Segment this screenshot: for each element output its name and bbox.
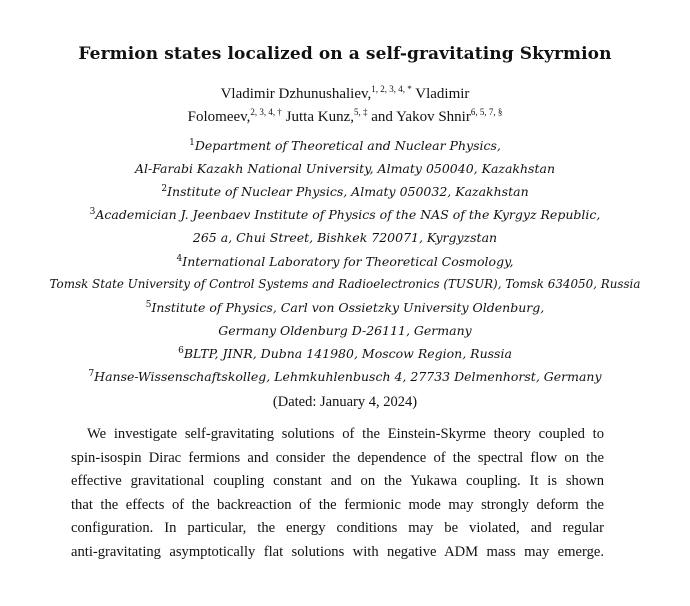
paper-title: Fermion states localized on a self-gravitating Skyrmion: [78, 44, 612, 64]
affiliation-text: Tomsk State University of Control Systems and Radioelectronics (TUSUR), Tomsk 634050, Russia: [49, 277, 641, 291]
abstract: [71, 423, 604, 565]
affiliation-text: Al-Farabi Kazakh National University, Almaty 050040, Kazakhstan: [134, 161, 555, 176]
affiliation-text: Germany Oldenburg D-26111, Germany: [218, 323, 472, 338]
affiliation-line: [0, 161, 690, 176]
affiliation-text: Academician J. Jeenbaev Institute of Physics of the NAS of the Kyrgyz Republic,: [95, 207, 601, 222]
affiliation-line: [0, 184, 690, 199]
affiliation-line: [0, 207, 690, 222]
author-name: and Yakov Shnir: [371, 109, 471, 125]
affiliation-line: [0, 277, 690, 291]
author-affiliation-marks: 6, 5, 7, §: [470, 107, 503, 117]
author-name: Folomeev,: [187, 109, 251, 125]
affiliation-number: 3: [89, 207, 96, 217]
affiliation-text: Department of Theoretical and Nuclear Physics,: [194, 138, 501, 153]
affiliation-text: 265 a, Chui Street, Bishkek 720071, Kyrgyzstan: [192, 230, 498, 245]
affiliation-line: [0, 138, 690, 153]
affiliation-line: [0, 369, 690, 384]
author-line-1: [0, 86, 690, 103]
affiliation-line: [0, 323, 690, 338]
affiliation-text: International Laboratory for Theoretical Cosmology,: [182, 254, 514, 269]
affiliation-number: 1: [189, 138, 195, 148]
affiliation-number: 6: [178, 346, 184, 356]
abstract-line: spin-isospin Dirac fermions and consider the dependence of the spectral flow on the: [71, 449, 604, 466]
abstract-line: effective gravitational coupling constant and on the Yukawa coupling. It is shown: [71, 473, 604, 490]
author-affiliation-marks: 5, ‡: [354, 107, 368, 117]
author-line-2: [0, 109, 690, 126]
affiliation-line: [0, 230, 690, 245]
affiliation-text: Hanse-Wissenschaftskolleg, Lehmkuhlenbusch 4, 27733 Delmenhorst, Germany: [94, 369, 602, 384]
author-name: Vladimir: [415, 86, 470, 102]
abstract-line: anti-gravitating asymptotically flat solutions with negative ADM mass may emerge.: [71, 543, 604, 560]
author-name: Jutta Kunz,: [285, 109, 354, 125]
affiliation-line: [0, 300, 690, 315]
affiliation-number: 5: [145, 300, 152, 310]
abstract-line: configuration. In particular, the energy conditions may be violated, and regular: [71, 520, 604, 537]
author-affiliation-marks: 1, 2, 3, 4, *: [371, 84, 412, 94]
affiliation-text: BLTP, JINR, Dubna 141980, Moscow Region, Russia: [183, 346, 512, 361]
affiliation-number: 2: [161, 184, 168, 194]
affiliation-text: Institute of Nuclear Physics, Almaty 050032, Kazakhstan: [167, 184, 529, 199]
dated-line: (Dated: January 4, 2024): [272, 394, 418, 410]
affiliation-number: 7: [88, 369, 95, 379]
affiliation-line: [0, 346, 690, 361]
abstract-line: that the effects of the backreaction of the fermionic mode may strongly deform the: [71, 496, 604, 513]
affiliation-line: [0, 254, 690, 269]
affiliation-text: Institute of Physics, Carl von Ossietzky University Oldenburg,: [151, 300, 545, 315]
abstract-line: We investigate self-gravitating solutions of the Einstein-Skyrme theory coupled to: [87, 426, 604, 442]
author-name: Vladimir Dzhunushaliev,: [220, 86, 372, 102]
author-affiliation-marks: 2, 3, 4, †: [250, 107, 282, 117]
affiliation-number: 4: [176, 254, 183, 264]
